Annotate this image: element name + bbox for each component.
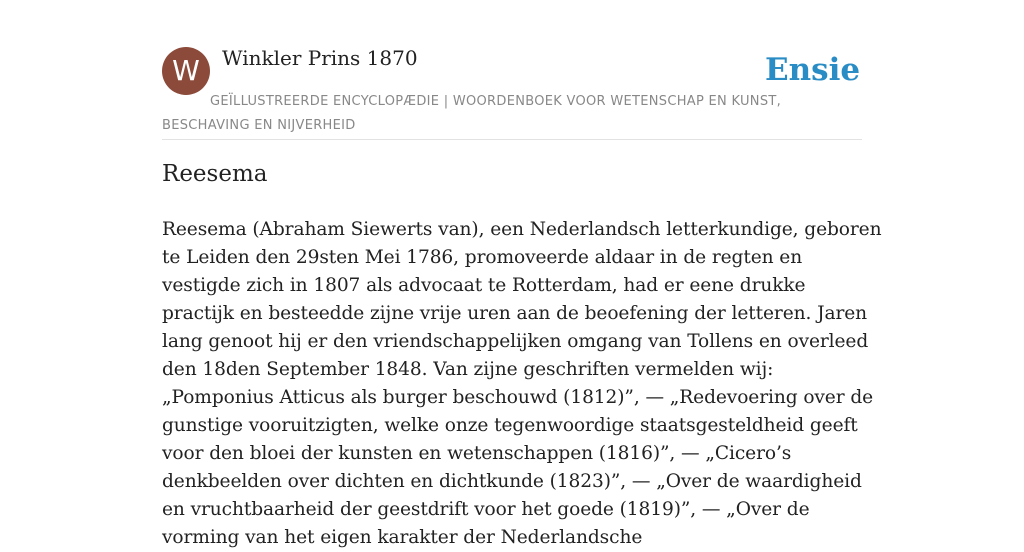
article-body: Reesema (Abraham Siewerts van), een Nederlandsch letterkundige, geboren te Leiden den 29sten Mei 1786, promoveerde aldaar in de regten en vestigde zich in 1807 als advocaat te Rotterdam, had er eene drukke practijk en besteedde zijne vrije uren aan de beoefening der letteren. Jaren lang genoot hij er den vriendschappelijken omgang van Tollens en overleed den 18den September 1848. Van zijne geschriften vermelden wij: „Pomponius Atticus als burger beschouwd (1812)”, — „Redevoering over de gunstige vooruitzigten, welke onze tegenwoordige staatsgesteldheid geeft voor den bloei der kunsten en wetenschappen (1816)”, — „Cicero’s denkbeelden over dichten en dichtkunde (1823)”, — „Over de waardigheid en vruchtbaarheid der geestdrift voor het goede (1819)”, — „Over de vorming van het eigen karakter der Nederlandsche [162,219,882,548]
article-title: Reesema [162,161,268,187]
avatar-letter: W [172,54,200,87]
source-title[interactable]: Winkler Prins 1870 [222,46,418,70]
brand-logo[interactable]: Ensie [765,52,861,88]
source-avatar[interactable] [162,47,210,95]
source-subtitle: GEÏLLUSTREERDE ENCYCLOPÆDIE | WOORDENBOEK VOOR WETENSCHAP EN KUNST, BESCHAVING EN NIJVERHEID [162,94,782,133]
header-divider [162,139,862,140]
